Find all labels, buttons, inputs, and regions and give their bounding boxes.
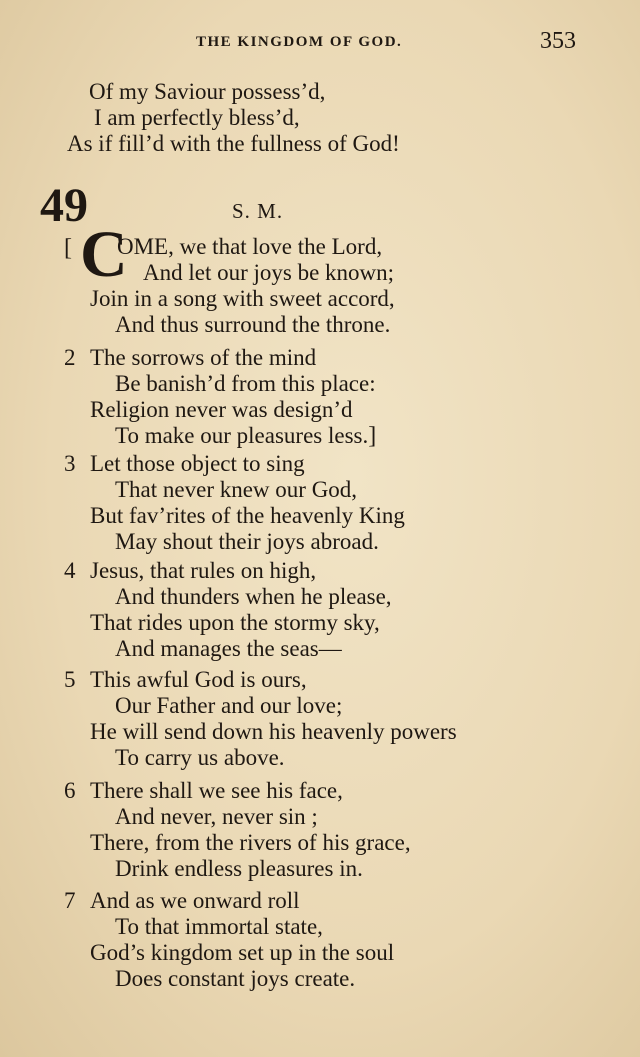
hymn-line: The sorrows of the mind	[90, 345, 317, 370]
verse-number: 4	[64, 558, 76, 583]
hymn-line: There, from the rivers of his grace,	[90, 830, 411, 855]
verse-number: 3	[64, 451, 76, 476]
hymn-line: Religion never was design’d	[90, 397, 353, 422]
hymn-line: To that immortal state,	[115, 914, 323, 939]
hymn-line: May shout their joys abroad.	[115, 529, 379, 554]
open-bracket: [	[64, 235, 72, 261]
verse-number: 6	[64, 778, 76, 803]
page-number: 353	[540, 28, 576, 54]
hymn-line: God’s kingdom set up in the soul	[90, 940, 395, 965]
hymn-line: But fav’rites of the heavenly King	[90, 503, 405, 528]
hymn-line: And manages the seas—	[115, 636, 342, 661]
hymn-line	[115, 423, 376, 449]
carryover-line: Of my Saviour possess’d,	[89, 79, 326, 104]
hymn-line: Let those object to sing	[90, 451, 305, 476]
hymn-line: There shall we see his face,	[90, 778, 343, 803]
verse-number: 5	[64, 667, 76, 692]
carryover-line: I am perfectly bless’d,	[94, 105, 300, 130]
hymn-line: OME, we that love the Lord,	[117, 234, 383, 259]
drop-cap: C	[80, 218, 128, 291]
running-header: THE KINGDOM OF GOD.	[196, 34, 403, 50]
hymn-line: He will send down his heavenly powers	[90, 719, 457, 744]
hymn-line: Our Father and our love;	[115, 693, 343, 718]
hymn-line: Drink endless pleasures in.	[115, 856, 363, 881]
hymn-line: And let our joys be known;	[143, 260, 395, 285]
hymn-number: 49	[40, 179, 88, 232]
hymn-line: And as we onward roll	[90, 888, 300, 913]
hymn-line: To carry us above.	[115, 745, 285, 770]
hymn-line: Join in a song with sweet accord,	[90, 286, 395, 311]
close-bracket: ]	[368, 423, 377, 449]
hymn-line: Be banish’d from this place:	[115, 371, 376, 396]
verse-number: 7	[64, 888, 76, 913]
hymn-line: This awful God is ours,	[90, 667, 307, 692]
hymn-line: And never, never sin ;	[115, 804, 318, 829]
hymn-line: Jesus, that rules on high,	[90, 558, 317, 583]
carryover-line: As if fill’d with the fullness of God!	[67, 131, 400, 156]
hymn-line: Does constant joys create.	[115, 966, 356, 991]
hymn-line: That rides upon the stormy sky,	[90, 610, 380, 635]
hymn-line: And thus surround the throne.	[115, 312, 391, 337]
hymn-line: That never knew our God,	[115, 477, 358, 502]
hymn-line-text: To make our pleasures less.	[115, 423, 369, 448]
hymn-line: And thunders when he please,	[115, 584, 392, 609]
verse-number: 2	[64, 345, 76, 370]
hymn-meter: S. M.	[232, 199, 284, 223]
